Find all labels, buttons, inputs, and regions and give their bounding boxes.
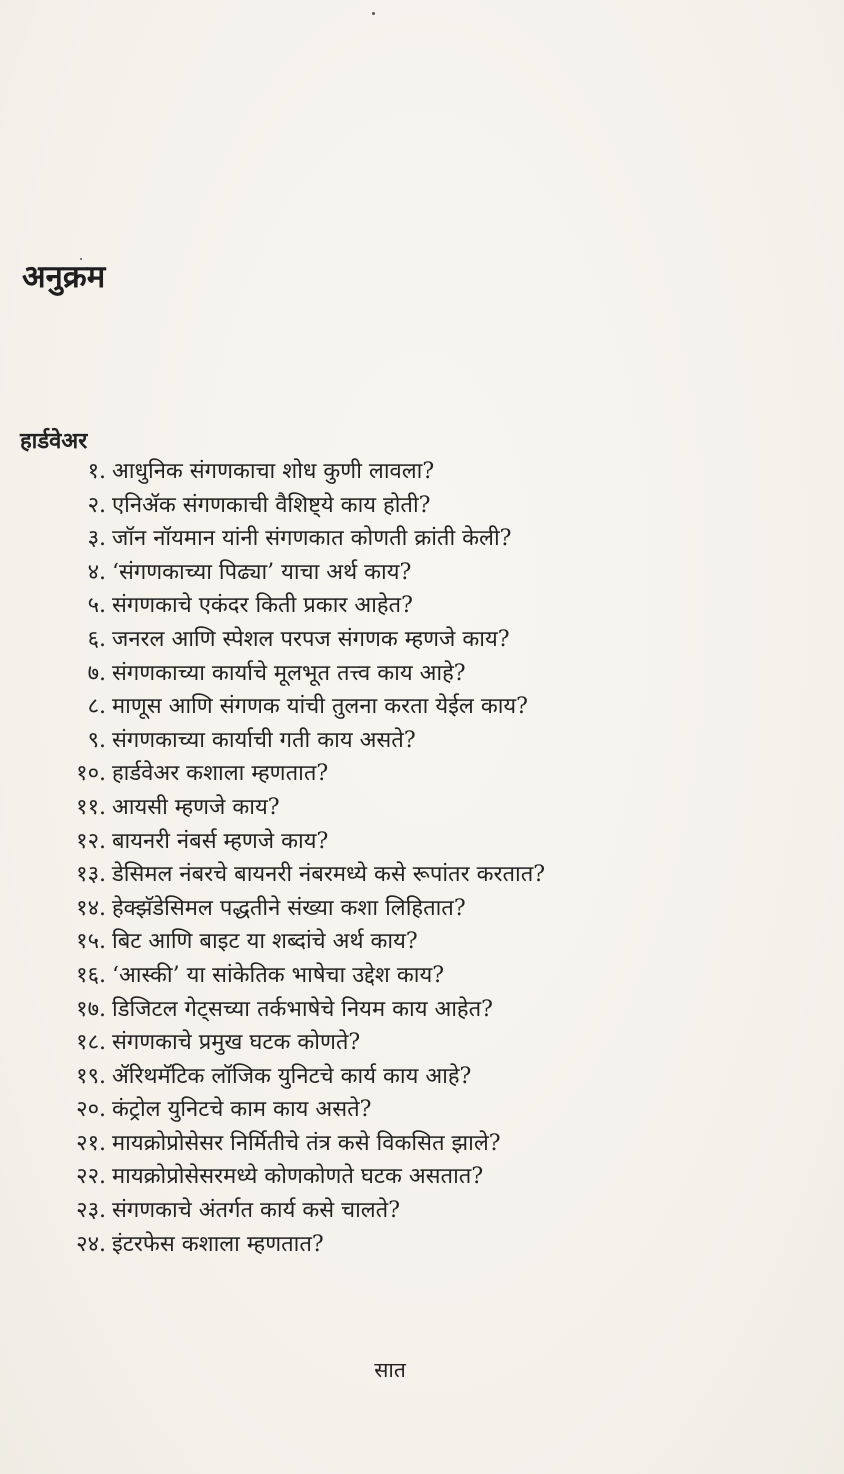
- toc-entry-number: १५.: [76, 929, 106, 955]
- toc-entry: [0, 1194, 844, 1228]
- toc-entry: [0, 791, 844, 825]
- toc-entry-number: १३.: [76, 862, 106, 888]
- toc-entry: [0, 925, 844, 959]
- toc-entry-number: १८.: [76, 1030, 106, 1056]
- toc-entry: [0, 1026, 844, 1060]
- toc-entry-question: ॲरिथमॅटिक लॉजिक युनिटचे कार्य काय आहे?: [112, 1063, 472, 1089]
- toc-entry: [0, 657, 844, 691]
- toc-entry-question: संगणकाच्या कार्याची गती काय असते?: [112, 727, 416, 753]
- toc-entry-number: १७.: [76, 996, 106, 1022]
- toc-entry: [0, 690, 844, 724]
- toc-entry-question: डिजिटल गेट्सच्या तर्कभाषेचे नियम काय आहेत?: [112, 996, 493, 1022]
- toc-entry-number: १०.: [76, 761, 106, 787]
- toc-entry-question: संगणकाच्या कार्याचे मूलभूत तत्त्व काय आहे?: [112, 660, 466, 686]
- toc-entry-number: २३.: [76, 1198, 106, 1224]
- toc-entry: [0, 1093, 844, 1127]
- toc-entry-question: जॉन नॉयमान यांनी संगणकात कोणती क्रांती केली?: [112, 526, 512, 552]
- toc-entry-question: आयसी म्हणजे काय?: [112, 794, 280, 820]
- toc-entry: [0, 1127, 844, 1161]
- toc-entry: [0, 589, 844, 623]
- toc-entry: [0, 858, 844, 892]
- toc-entry-number: २२.: [76, 1164, 106, 1190]
- toc-entry-number: २१.: [76, 1130, 106, 1156]
- toc-entry-number: १४.: [76, 895, 106, 921]
- toc-entry-question: हेक्झॅडेसिमल पद्धतीने संख्या कशा लिहितात?: [112, 895, 466, 921]
- toc-entry-question: संगणकाचे एकंदर किती प्रकार आहेत?: [112, 593, 413, 619]
- toc-entry: [0, 825, 844, 859]
- toc-entry: [0, 522, 844, 556]
- toc-entry-number: १.: [87, 459, 106, 484]
- toc-entry-number: ८.: [87, 694, 106, 720]
- toc-entry-question: संगणकाचे प्रमुख घटक कोणते?: [112, 1030, 361, 1056]
- toc-entry: [0, 892, 844, 926]
- toc-entry-question: बिट आणि बाइट या शब्दांचे अर्थ काय?: [112, 929, 418, 955]
- toc-entry-number: २४.: [76, 1231, 106, 1257]
- toc-entry: [0, 455, 844, 489]
- toc-entry-question: जनरल आणि स्पेशल परपज संगणक म्हणजे काय?: [112, 626, 510, 652]
- table-of-contents-list: [0, 455, 844, 1261]
- toc-entry-question: ‘आस्की’ या सांकेतिक भाषेचा उद्देश काय?: [112, 962, 445, 988]
- toc-entry: [0, 489, 844, 523]
- toc-entry-number: १६.: [76, 962, 106, 988]
- toc-entry-question: कंट्रोल युनिटचे काम काय असते?: [112, 1097, 372, 1123]
- toc-entry: [0, 757, 844, 791]
- toc-entry-question: आधुनिक संगणकाचा शोध कुणी लावला?: [112, 459, 435, 484]
- toc-entry: [0, 556, 844, 590]
- toc-entry-question: मायक्रोप्रोसेसर निर्मितीचे तंत्र कसे विकसित झाले?: [112, 1130, 501, 1156]
- toc-entry-question: मायक्रोप्रोसेसरमध्ये कोणकोणते घटक असतात?: [112, 1164, 484, 1190]
- toc-entry-question: हार्डवेअर कशाला म्हणतात?: [112, 761, 329, 787]
- section-heading-hardware: हार्डवेअर: [20, 428, 88, 454]
- toc-entry-number: ६.: [87, 626, 106, 652]
- toc-entry-number: ७.: [87, 660, 106, 686]
- toc-entry-number: ५.: [87, 593, 106, 619]
- toc-entry: [0, 1160, 844, 1194]
- toc-entry-question: बायनरी नंबर्स म्हणजे काय?: [112, 828, 329, 854]
- toc-entry-number: १२.: [76, 828, 106, 854]
- toc-entry: [0, 959, 844, 993]
- toc-entry-question: संगणकाचे अंतर्गत कार्य कसे चालते?: [112, 1198, 401, 1224]
- toc-entry-question: एनिॲक संगणकाची वैशिष्ट्ये काय होती?: [112, 492, 431, 518]
- toc-entry: [0, 993, 844, 1027]
- toc-entry-number: १९.: [76, 1063, 106, 1089]
- toc-entry: [0, 724, 844, 758]
- toc-entry-number: ३.: [87, 526, 106, 552]
- toc-entry: [0, 1060, 844, 1094]
- toc-entry: [0, 623, 844, 657]
- toc-entry-question: इंटरफेस कशाला म्हणतात?: [112, 1231, 324, 1257]
- toc-entry-number: ४.: [87, 559, 106, 585]
- toc-entry-number: २०.: [76, 1097, 106, 1123]
- toc-entry-number: २.: [87, 492, 106, 518]
- contents-title: अनुक्रम: [22, 259, 106, 295]
- toc-entry-number: ११.: [76, 794, 106, 820]
- toc-entry: [0, 1228, 844, 1262]
- ink-speck: [372, 12, 375, 15]
- toc-entry-question: ‘संगणकाच्या पिढ्या’ याचा अर्थ काय?: [112, 559, 412, 585]
- toc-entry-number: ९.: [87, 727, 106, 753]
- toc-entry-question: माणूस आणि संगणक यांची तुलना करता येईल काय?: [112, 694, 528, 720]
- page-number: सात: [374, 1358, 406, 1382]
- toc-entry-question: डेसिमल नंबरचे बायनरी नंबरमध्ये कसे रूपांतर करतात?: [112, 862, 546, 888]
